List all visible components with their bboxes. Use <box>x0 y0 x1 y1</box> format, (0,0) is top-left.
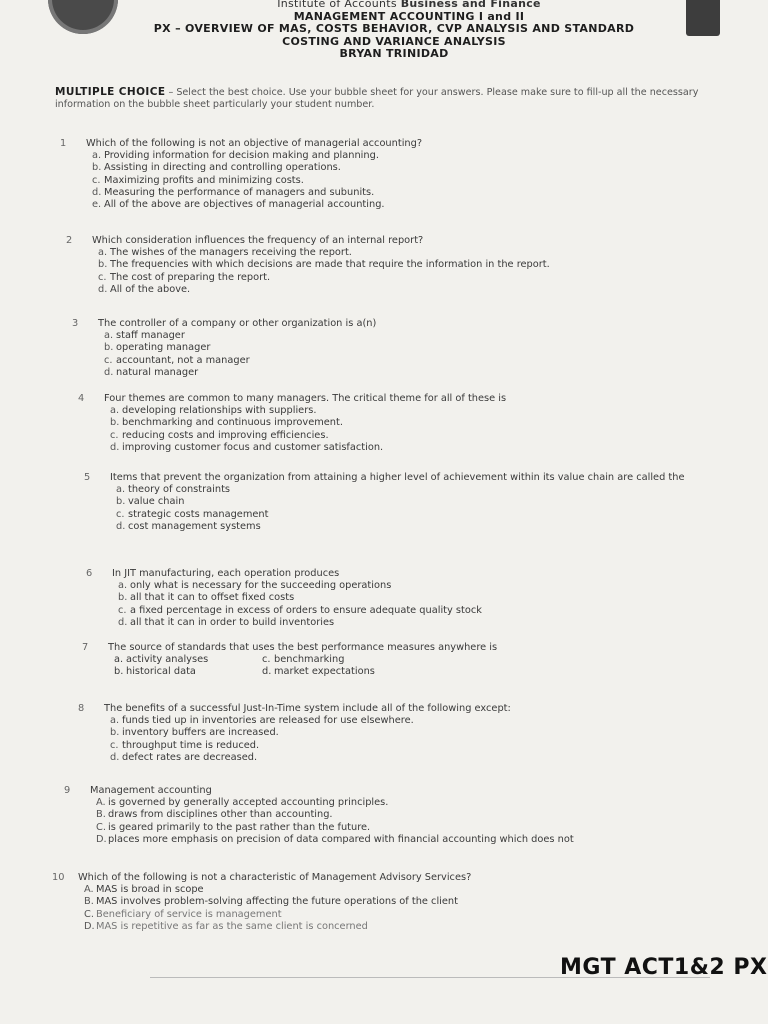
instructions <box>55 86 745 111</box>
institution-name: Institute of Accounts Business and Finance <box>277 0 541 10</box>
question-9 <box>64 785 744 846</box>
question-10 <box>52 872 742 933</box>
question-number: 4 <box>78 393 85 404</box>
option-c: c. accountant, not a manager <box>104 354 250 366</box>
option-d: d. defect rates are decreased. <box>110 751 258 763</box>
question-3 <box>72 318 712 379</box>
instructions-text: – Select the best choice. Use your bubble sheet for your answers. Please make sure to fill-up all the necessary information on the bubble sheet particularly your student number. <box>55 87 699 110</box>
option-a: A. is governed by generally accepted accounting principles. <box>96 797 389 809</box>
exam-title-line1: PX – OVERVIEW OF MAS, COSTS BEHAVIOR, CVP ANALYSIS AND STANDARD <box>153 22 635 35</box>
question-stem: Which of the following is not an objective of managerial accounting? <box>86 138 423 149</box>
option-b: b. The frequencies with which decisions are made that require the information in the report. <box>98 259 550 271</box>
footer-code: MGT ACT1&2 PX <box>560 955 768 980</box>
option-a: a. staff manager <box>104 330 185 342</box>
question-stem: In JIT manufacturing, each operation produces <box>112 568 340 579</box>
option-b: b. historical data <box>114 666 196 678</box>
question-stem: The controller of a company or other organization is a(n) <box>98 318 377 329</box>
question-stem: Which consideration influences the frequency of an internal report? <box>92 235 424 246</box>
course-title: MANAGEMENT ACCOUNTING I and II <box>293 9 525 23</box>
option-d: d. cost management systems <box>116 520 261 532</box>
option-b: b. all that it can to offset fixed costs <box>118 592 295 604</box>
option-d: d. natural manager <box>104 366 199 378</box>
option-c: c. strategic costs management <box>116 508 269 520</box>
option-b: b. operating manager <box>104 342 211 354</box>
option-d: d. all that it can in order to build inventories <box>118 616 335 628</box>
option-a: a. The wishes of the managers receiving the report. <box>98 247 352 259</box>
question-stem: Which of the following is not a characteristic of Management Advisory Services? <box>78 872 472 883</box>
question-number: 10 <box>52 872 65 883</box>
question-number: 1 <box>60 138 67 149</box>
question-2 <box>66 235 726 296</box>
exam-title-line2: COSTING AND VARIANCE ANALYSIS <box>282 34 506 48</box>
option-b: b. value chain <box>116 496 185 508</box>
question-stem: The source of standards that uses the best performance measures anywhere is <box>108 642 498 653</box>
option-c: c. The cost of preparing the report. <box>98 271 271 283</box>
question-number: 6 <box>86 568 93 579</box>
option-d: d. market expectations <box>262 666 375 678</box>
option-c: C. Beneficiary of service is management <box>84 908 282 920</box>
question-5 <box>84 472 724 533</box>
option-b: B. MAS involves problem-solving affecting the future operations of the client <box>84 896 458 908</box>
question-number: 3 <box>72 318 79 329</box>
option-b: B. draws from disciplines other than accounting. <box>96 809 333 821</box>
option-c: c. Maximizing profits and minimizing costs. <box>92 174 304 186</box>
option-a: a. Providing information for decision making and planning. <box>92 150 379 162</box>
option-a: a. developing relationships with suppliers. <box>110 405 317 417</box>
question-number: 5 <box>84 472 91 483</box>
option-c: c. benchmarking <box>262 654 345 666</box>
option-row <box>114 666 722 678</box>
question-number: 7 <box>82 642 89 653</box>
option-a: a. funds tied up in inventories are released for use elsewhere. <box>110 715 414 727</box>
section-label: MULTIPLE CHOICE <box>55 86 166 98</box>
option-a: a. only what is necessary for the succeeding operations <box>118 580 392 592</box>
document-header <box>0 0 768 61</box>
question-stem: Four themes are common to many managers. The critical theme for all of these is <box>104 393 507 404</box>
option-d: D.MAS is repetitive as far as the same client is concerned <box>84 920 368 932</box>
option-c: c. reducing costs and improving efficiencies. <box>110 429 329 441</box>
question-number: 2 <box>66 235 73 246</box>
question-number: 8 <box>78 703 85 714</box>
question-stem: Items that prevent the organization from attaining a higher level of achievement within its value chain are called the <box>110 472 685 483</box>
option-d: d. Measuring the performance of managers and subunits. <box>92 186 375 198</box>
option-c: c. throughput time is reduced. <box>110 739 260 751</box>
option-d: d. improving customer focus and customer satisfaction. <box>110 441 384 453</box>
option-c: C. is geared primarily to the past rather than the future. <box>96 821 371 833</box>
option-a: a. theory of constraints <box>116 484 231 496</box>
question-7 <box>82 642 722 679</box>
option-d: d. All of the above. <box>98 283 191 295</box>
option-b: b. inventory buffers are increased. <box>110 727 279 739</box>
question-8 <box>78 703 718 764</box>
question-stem: The benefits of a successful Just-In-Time system include all of the following except: <box>104 703 511 714</box>
option-a: a. activity analyses <box>114 654 209 666</box>
option-e: e. All of the above are objectives of managerial accounting. <box>92 199 385 211</box>
question-4 <box>78 393 718 454</box>
question-6 <box>86 568 726 629</box>
option-a: A. MAS is broad in scope <box>84 884 204 896</box>
option-d: D.places more emphasis on precision of data compared with financial accounting which does not <box>96 833 574 845</box>
question-1 <box>60 138 720 211</box>
option-b: b. benchmarking and continuous improvement. <box>110 417 343 429</box>
option-row <box>114 654 722 666</box>
option-b: b. Assisting in directing and controlling operations. <box>92 162 341 174</box>
question-stem: Management accounting <box>90 785 212 796</box>
author-name: BRYAN TRINIDAD <box>339 47 449 60</box>
question-number: 9 <box>64 785 71 796</box>
option-c: c. a fixed percentage in excess of orders to ensure adequate quality stock <box>118 604 482 616</box>
